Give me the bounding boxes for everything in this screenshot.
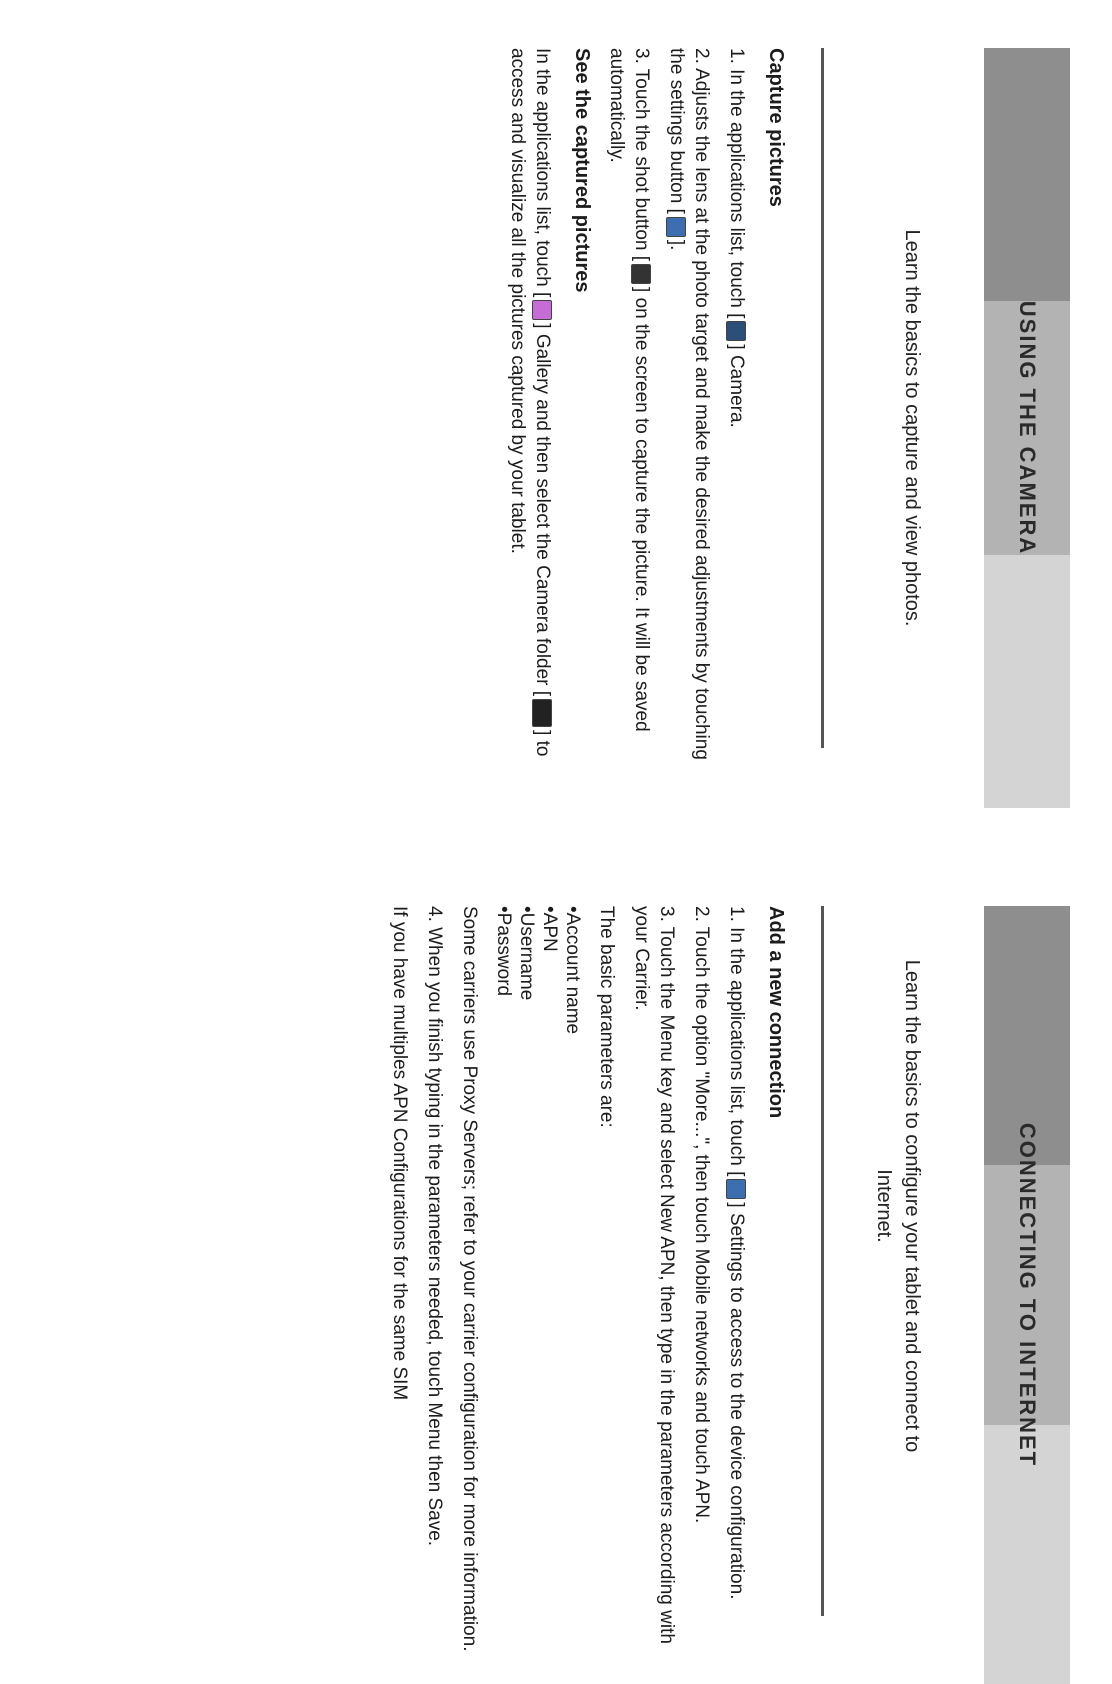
list-item: •Account name xyxy=(562,906,583,1035)
capture-step-3: 3. Touch the shot button [] on the screen to capture the picture. It will be saved automatically. xyxy=(606,48,652,732)
internet-body xyxy=(377,906,796,1666)
internet-step-1: 1. In the applications list, touch [] Settings to access to the device configuration. xyxy=(726,906,747,1600)
divider xyxy=(821,48,824,748)
params-intro: The basic parameters are: xyxy=(596,906,617,1128)
proxy-note: Some carriers use Proxy Servers; refer to your carrier configuration for more information. xyxy=(459,906,480,1652)
camera-title: USING THE CAMERA xyxy=(1015,300,1040,556)
internet-header-bar xyxy=(984,906,1070,1684)
internet-step-2: 2. Touch the option "More...", then touch Mobile networks and touch APN. xyxy=(691,906,712,1524)
internet-panel xyxy=(0,906,1112,1684)
params-list xyxy=(492,906,584,1666)
camera-intro: Learn the basics to capture and view photos. xyxy=(901,229,923,627)
gallery-icon xyxy=(532,300,552,320)
divider xyxy=(821,906,824,1616)
capture-step-2: 2. Adjusts the lens at the photo target and make the desired adjustments by touching the settings button []. xyxy=(666,48,712,760)
internet-step-3: 3. Touch the Menu key and select New APN, then type in the parameters according with your Carrier. xyxy=(631,906,677,1644)
capture-heading: Capture pictures xyxy=(765,48,787,207)
list-item: •Username xyxy=(516,906,537,1001)
settings-button-icon xyxy=(666,217,686,237)
camera-body xyxy=(495,48,796,778)
list-item: •APN xyxy=(539,906,560,952)
internet-intro: Learn the basics to configure your tablet and connect to Internet. xyxy=(873,959,923,1453)
shot-icon xyxy=(631,264,651,284)
capture-step-1: 1. In the applications list, touch [] Camera. xyxy=(726,48,747,428)
camera-folder-icon xyxy=(532,699,552,727)
see-pictures-text: In the applications list, touch [] Gallery and then select the Camera folder [] to access and visualize all the pictures captured by your tablet. xyxy=(507,48,553,757)
camera-header-bar xyxy=(984,48,1070,808)
camera-icon xyxy=(726,321,746,341)
camera-panel xyxy=(0,48,1112,808)
multiple-apn-note: If you have multiples APN Configurations for the same SIM xyxy=(389,906,410,1401)
see-pictures-heading: See the captured pictures xyxy=(571,48,593,293)
internet-title: CONNECTING TO INTERNET xyxy=(1015,1122,1040,1468)
add-connection-heading: Add a new connection xyxy=(765,906,787,1119)
list-item: •Password xyxy=(493,906,514,997)
settings-icon xyxy=(726,1179,746,1199)
internet-step-4: 4. When you finish typing in the parameters needed, touch Menu then Save. xyxy=(424,906,445,1547)
